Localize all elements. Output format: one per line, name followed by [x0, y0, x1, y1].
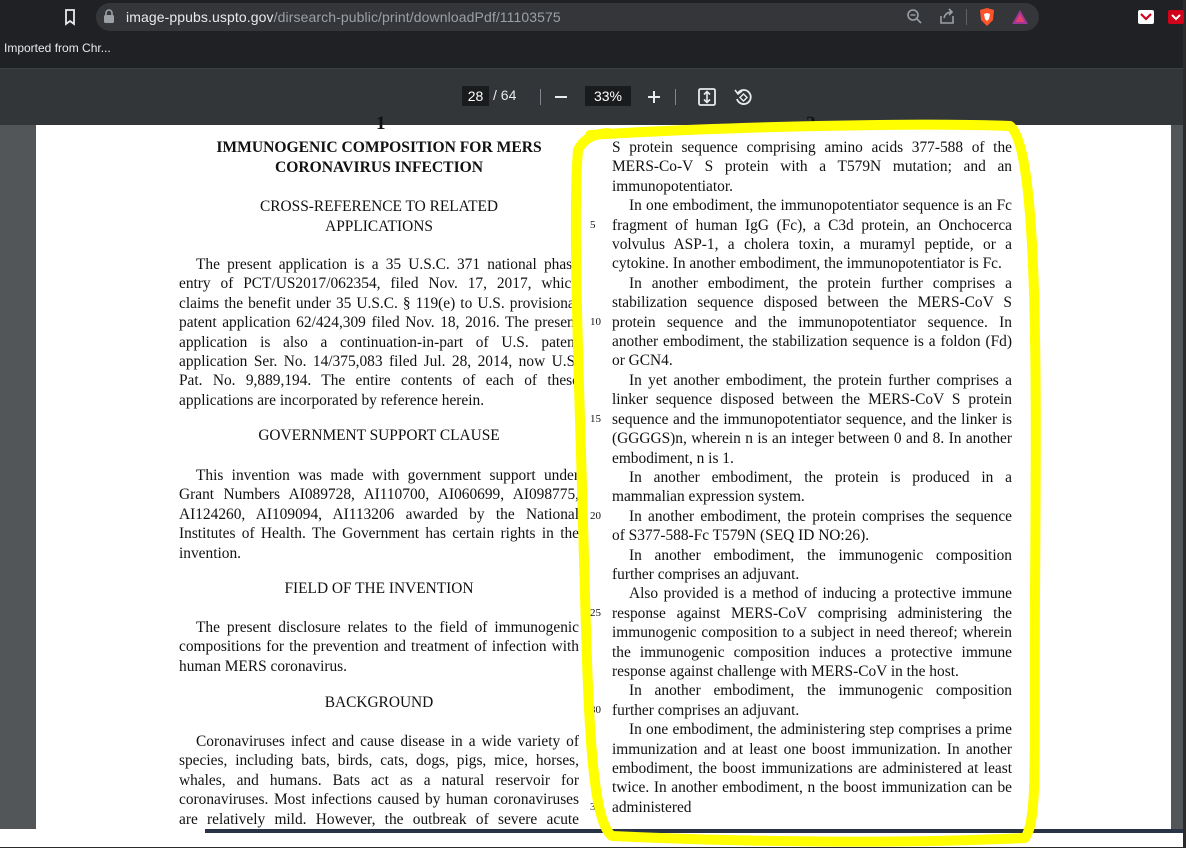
rotate-icon[interactable]	[732, 86, 754, 108]
extension-icon-2[interactable]	[1166, 7, 1186, 27]
url-path: /dirsearch-public/print/downloadPdf/11103575	[273, 9, 561, 25]
column-number-right: 2	[806, 113, 816, 134]
page-number-input[interactable]: 28	[462, 86, 489, 106]
url-host: image-ppubs.uspto.gov	[126, 9, 274, 25]
line-number: 10	[590, 315, 601, 328]
patent-title: IMMUNOGENIC COMPOSITION FOR MERS CORONAVIRUS INFECTION	[216, 139, 542, 176]
paragraph-text: The present application is a 35 U.S.C. 371 national phase entry of PCT/US2017/062354, filed Nov. 17, 2017, which claims the benefit under 35 U.S.C. § 119(e) to U.S. provisional patent application 62/424,309 filed Nov. 18, 2016. The present application is also a continuation-in-part of U.S. patent application Ser. No. 14/375,083 filed Jul. 28, 2014, now U.S. Pat. No. 9,889,194. The entire contents of each of these applications are incorporated by reference herein.	[179, 256, 579, 409]
right-paragraph: In another embodiment, the protein comprises the sequence of S377-588-Fc T579N (SEQ ID NO:26).	[612, 507, 1012, 545]
line-number: 25	[590, 606, 601, 619]
right-paragraph: In one embodiment, the immunopotentiator sequence is an Fc fragment of human IgG (Fc), a C3d protein, an Onchocerca volvulus ASP-1, a cholera toxin, a muramyl peptide, or a cytokine. In another embodiment, the immunopotentiator is Fc.	[612, 197, 1012, 273]
right-paragraph: In yet another embodiment, the protein further comprises a linker sequence disposed between the MERS-CoV S protein sequence and the immunopotentiator sequence, and the linker is (GGGGS)n, wherein n is an integer between 0 and 8. In another embodiment, n is 1.	[612, 371, 1012, 467]
right-paragraph: In another embodiment, the protein further comprises a stabilization sequence disposed between the MERS-CoV S protein sequence and the immunopotentiator sequence. In another embodiment, the stabilization sequence is a foldon (Fd) or GCN4.	[612, 274, 1012, 370]
page-total: / 64	[493, 87, 517, 103]
browser-toolbar	[0, 0, 1183, 68]
heading-cross-reference: CROSS-REFERENCE TO RELATED APPLICATIONS	[259, 198, 498, 235]
pdf-page	[36, 113, 1171, 829]
zoom-out-icon[interactable]	[550, 86, 572, 108]
heading-background: BACKGROUND	[324, 694, 434, 711]
zoom-icon[interactable]	[905, 7, 925, 27]
right-paragraph: In another embodiment, the protein is produced in a mammalian expression system.	[612, 468, 1012, 506]
right-paragraph: Also provided is a method of inducing a protective immune response against MERS-CoV comprising administering the immunogenic composition to a subject in need thereof; wherein the immunogenic composition induces a protective immune response against challenge with MERS-CoV in the host.	[612, 585, 1012, 680]
bookmark-icon[interactable]	[60, 6, 80, 28]
line-number: 5	[590, 218, 596, 231]
horizontal-scrollbar[interactable]	[205, 829, 1183, 833]
line-number: 15	[590, 412, 601, 425]
line-number: 35	[590, 800, 601, 813]
paragraph-text: Coronaviruses infect and cause disease in a wide variety of species, including bats, birds, cats, dogs, pigs, mice, horses, whales, and humans. Bats act as a natural reservoir for coronaviruses. Most infections caused by human coronaviruses are relatively mild. However, the outbreak of severe acute	[179, 733, 579, 828]
url-text[interactable]	[126, 9, 561, 25]
right-paragraph: In another embodiment, the immunogenic composition further comprises an adjuvant.	[612, 682, 1012, 719]
toolbar-divider	[540, 89, 541, 105]
fit-page-icon[interactable]	[696, 86, 718, 108]
line-number: 20	[590, 509, 601, 522]
right-column-text	[612, 138, 1012, 817]
paragraph-text: This invention was made with government support under Grant Numbers AI089728, AI110700, AI060699, AI098775, AI124260, AI109094, AI113206 awarded by the National Institutes of Health. The Government has certain rights in the invention.	[179, 467, 579, 562]
right-paragraph: S protein sequence comprising amino acids 377-588 of the MERS-Co-V S protein with a T579N mutation; and an immunopotentiator.	[612, 139, 1012, 195]
zoom-level-input[interactable]: 33%	[585, 86, 631, 106]
right-paragraph: In one embodiment, the administering step comprises a prime immunization and at least one boost immunization. In another embodiment, the boost immunizations are administered at least twice. In another embodiment, n the boost immunization can be administered	[612, 721, 1012, 816]
rewards-triangle-icon[interactable]	[1010, 7, 1030, 27]
paragraph-field	[179, 618, 579, 676]
toolbar-divider	[675, 89, 676, 105]
pdf-viewer[interactable]	[0, 113, 1183, 829]
paragraph-government-support	[179, 466, 579, 563]
extension-icon[interactable]	[1136, 7, 1156, 27]
brave-shield-icon[interactable]	[977, 7, 997, 27]
lock-icon[interactable]	[103, 9, 115, 23]
bookmark-folder[interactable]: Imported from Chr...	[4, 41, 111, 55]
line-number: 30	[590, 703, 601, 716]
paragraph-text: The present disclosure relates to the field of immunogenic compositions for the prevention and treatment of infection with human MERS coronavirus.	[179, 619, 579, 675]
column-number-left: 1	[376, 113, 386, 134]
share-icon[interactable]	[937, 7, 957, 27]
paragraph-cross-reference	[179, 255, 579, 410]
pdf-toolbar	[0, 68, 1183, 125]
heading-field: FIELD OF THE INVENTION	[284, 580, 474, 597]
right-paragraph: In another embodiment, the immunogenic composition further comprises an adjuvant.	[612, 546, 1012, 583]
heading-government-support: GOVERNMENT SUPPORT CLAUSE	[258, 427, 500, 444]
toolbar-separator	[966, 9, 967, 25]
zoom-in-icon[interactable]	[643, 86, 665, 108]
